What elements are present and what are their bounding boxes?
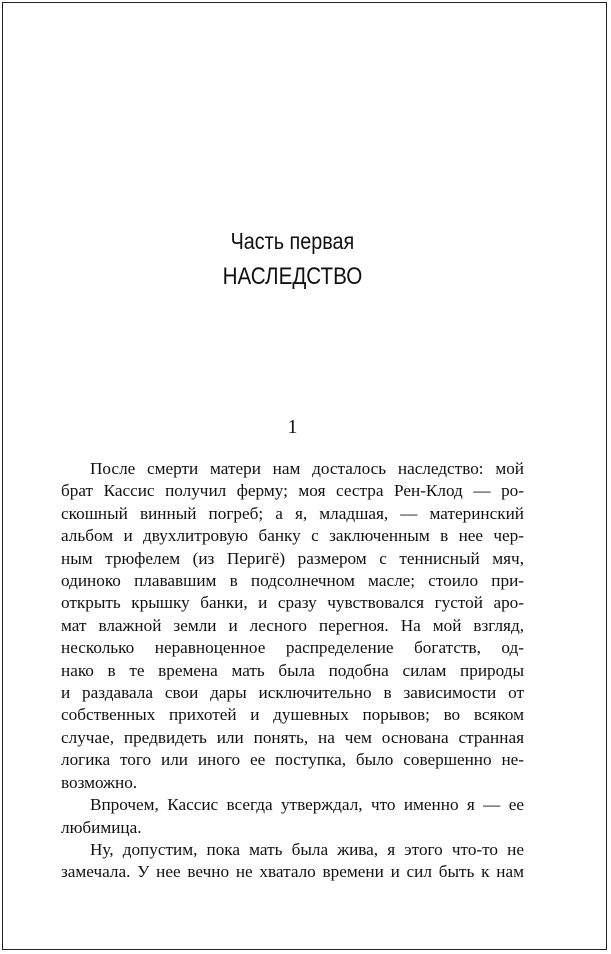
- text-line: Ну, допустим, пока мать была жива, я этого что-то не: [90, 839, 524, 859]
- text-line: и раздавала свои дары исключительно в зависимости от: [61, 683, 524, 703]
- text-line: Впрочем, Кассис всегда утверждал, что именно я — ее: [90, 795, 524, 815]
- text-line: открыть крышку банки, и сразу чувствовался густой аро-: [61, 593, 524, 613]
- text-line: несколько неравноценное распределение богатств, од-: [61, 638, 524, 658]
- text-line: собственных прихотей и душевных порывов; во всяком: [61, 705, 524, 725]
- part-label: Часть первая: [230, 228, 355, 254]
- text-line: возможно.: [61, 772, 138, 792]
- part-title: НАСЛЕДСТВО: [222, 263, 363, 290]
- paragraph-1: [61, 458, 524, 794]
- body-text: [61, 458, 524, 884]
- text-line: логика того или иного ее поступка, было совершенно не-: [61, 750, 524, 770]
- chapter-number: 1: [287, 416, 298, 438]
- text-line: ным трюфелем (из Перигё) размером с теннисный мяч,: [61, 548, 524, 568]
- text-line: После смерти матери нам досталось наследство: мой: [90, 459, 524, 478]
- text-line: альбом и двухлитровую банку с заключенным в нее чер-: [61, 526, 524, 546]
- text-line: одиноко плававшим в подсолнечном масле; стоило при-: [61, 571, 524, 591]
- text-line: брат Кассис получил ферму; моя сестра Рен-Клод — ро-: [61, 481, 524, 501]
- paragraph-3: [61, 839, 524, 884]
- paragraph-2: [61, 794, 524, 839]
- text-line: нако в те времена мать была подобна силам природы: [61, 660, 524, 680]
- text-line: случае, предвидеть или понять, на чем основана странная: [61, 727, 524, 747]
- text-line: мат влажной земли и лесного перегноя. На мой взгляд,: [61, 615, 524, 635]
- text-line: замечала. У нее вечно не хватало времени и сил быть к нам: [61, 862, 524, 882]
- text-line: скошный винный погреб; а я, младшая, — материнский: [61, 503, 524, 523]
- text-line: любимица.: [61, 817, 142, 837]
